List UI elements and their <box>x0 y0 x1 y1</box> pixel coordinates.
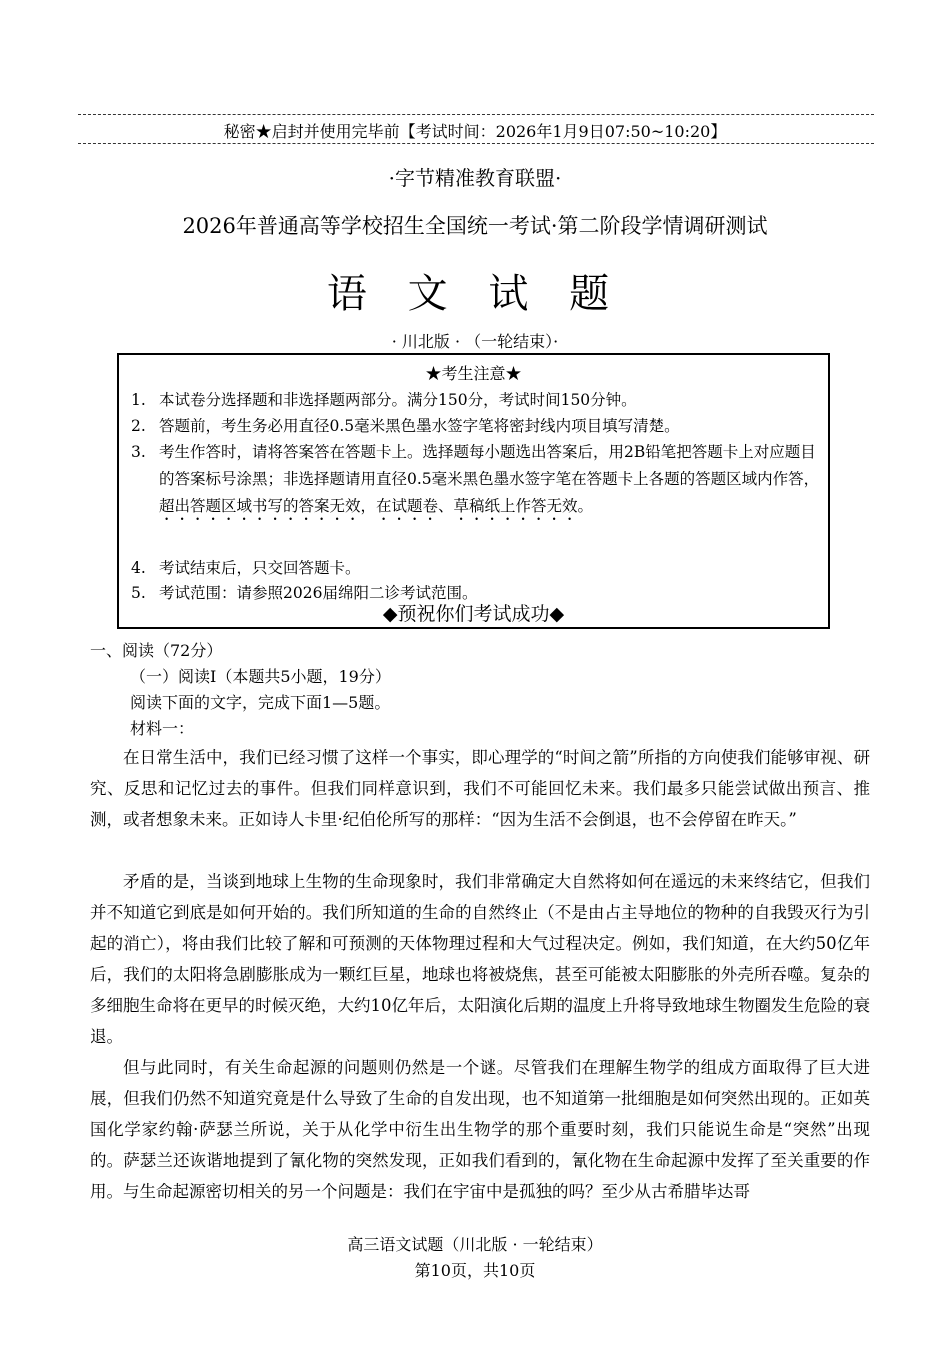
sub-section-heading: （一）阅读Ⅰ（本题共5小题，19分） <box>130 667 391 686</box>
notice-item-3-text: 考生作答时，请将答案答在答题卡上。选择题每小题选出答案后，用2B铅笔把答题卡上对应题目的答案标号涂黑；非选择题请用直径0.5毫米黑色墨水签字笔在答题卡上各题的答题区域内作答， <box>159 443 820 488</box>
notice-item-number: 1. <box>131 391 146 409</box>
notice-item-text <box>159 439 821 524</box>
notice-item-3-emphasis: 超出答题区域书写的答案无效，在试题卷、草稿纸上作答无效 <box>159 497 578 515</box>
notice-item-number: 2. <box>131 417 146 435</box>
notice-item-text: 本试卷分选择题和非选择题两部分。满分150分，考试时间150分钟。 <box>159 391 637 409</box>
edition-label: · 川北版 · （一轮结束）· <box>391 332 559 351</box>
footer-title: 高三语文试题（川北版 · 一轮结束） <box>347 1235 603 1254</box>
paragraph-3: 但与此同时，有关生命起源的问题则仍然是一个谜。尽管我们在理解生物学的组成方面取得了巨大进展，但我们仍然不知道究竟是什么导致了生命的自发出现，也不知道第一批细胞是如何突然出现的。正如英国化学家约翰·萨瑟兰所说，关于从化学中衍生出生物学的那个重要时刻，我们只能说生命是“突然”出现的。萨瑟兰还诙谐地提到了氰化物的突然发现，正如我们看到的，氰化物在生命起源中发挥了至关重要的作用。 <box>90 1058 870 1201</box>
paragraph-2: 矛盾的是，当谈到地球上生物的生命现象时，我们非常确定大自然将如何在遥远的未来终结它，但我们并不知道它到底是如何开始的。我们所知道的生命的自然终止（不是由占主导地位的物种的自我毁灭行为引起的消亡），将由我们比较了解和可预测的天体物理过程和大气过程决定。例如，我们知道，在大约50亿年后，我们的太阳将急剧膨胀成为一颗红巨星，地球也将被烧焦，甚至可能被太阳膨胀的外壳所吞噬。复杂的多细胞生命将在更早的时候灭绝，大约10亿年后，太阳演化后期的温度上升将导致地球生物圈发生危险的衰退。 <box>90 872 870 1046</box>
notice-item-number: 5. <box>131 584 146 602</box>
top-dashed-rule <box>78 114 874 115</box>
notice-item-text: 考试范围：请参照2026届绵阳二诊考试范围。 <box>159 584 478 602</box>
secret-line: 秘密★启封并使用完毕前【考试时间：2026年1月9日07:50~10:20】 <box>223 122 727 141</box>
paragraph-1: 在日常生活中，我们已经习惯了这样一个事实，即心理学的“时间之箭”所指的方向使我们能够审视、研究、反思和记忆过去的事件。但我们同样意识到，我们不可能回忆未来。我们最多只能尝试做出预言、推测，或者想象未来。正如诗人卡里·纪伯伦所写的那样：“因为生活不会倒退，也不会停留在昨天。” <box>90 748 870 829</box>
exam-title: 2026年普通高等学校招生全国统一考试·第二阶段学情调研测试 <box>182 214 768 238</box>
footer-page-number: 第10页，共10页 <box>414 1261 536 1280</box>
section-heading: 一、阅读（72分） <box>90 641 223 660</box>
notice-title: ★考生注意★ <box>425 364 522 383</box>
notice-item-number: 4. <box>131 559 146 577</box>
reading-instruction: 阅读下面的文字，完成下面1—5题。 <box>130 693 391 712</box>
notice-item-number: 3. <box>131 443 146 461</box>
paragraph-4: 与生命起源密切相关的另一个问题是：我们在宇宙中是孤独的吗？至少从古希腊毕达哥 <box>123 1182 750 1201</box>
alliance-name: ·字节精准教育联盟· <box>388 166 562 190</box>
material-label: 材料一： <box>130 719 195 738</box>
notice-item-text: 考试结束后，只交回答题卡。 <box>159 559 361 577</box>
notice-item-3-end: 。 <box>577 497 594 515</box>
second-dashed-rule <box>78 143 874 144</box>
subject-title: 语 文 试 题 <box>326 271 624 317</box>
wish-line: ◆预祝你们考试成功◆ <box>382 603 565 625</box>
notice-item-text: 答题前，考生务必用直径0.5毫米黑色墨水签字笔将密封线内项目填写清楚。 <box>159 417 680 435</box>
notice-box <box>117 353 830 629</box>
